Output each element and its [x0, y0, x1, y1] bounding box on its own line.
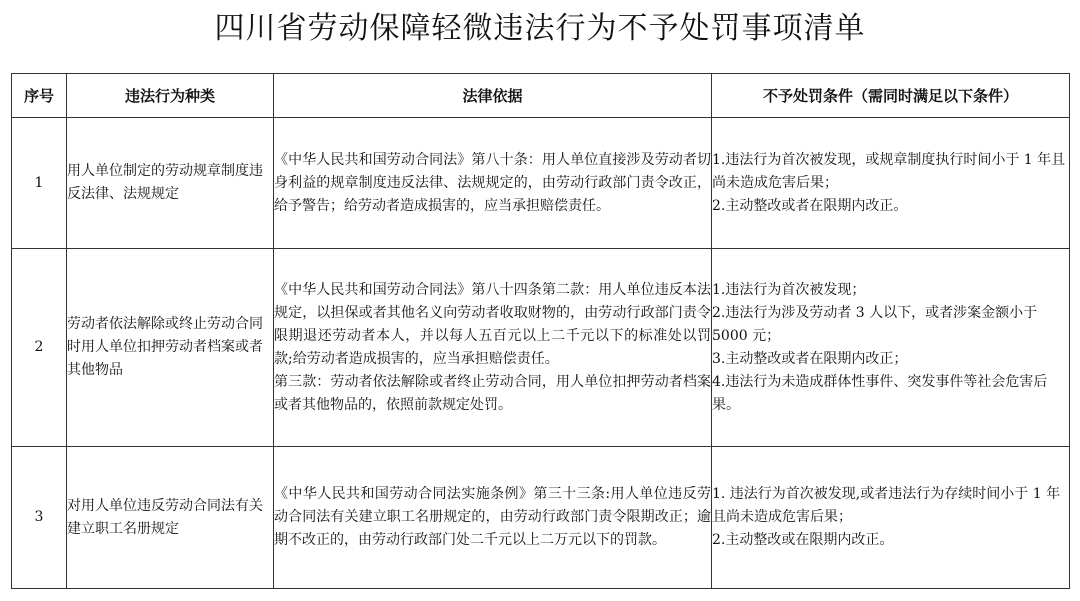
header-violation-type: 违法行为种类: [67, 74, 274, 118]
exemption-conditions: [712, 118, 1070, 249]
table-row: [12, 249, 1070, 447]
legal-basis-paragraph: 《中华人民共和国劳动合同法》第八十条：用人单位直接涉及劳动者切身利益的规章制度违反法律、法规规定的，由劳动行政部门责令改正，给予警告；给劳动者造成损害的，应当承担赔偿责任。: [274, 151, 711, 214]
table-row: [12, 118, 1070, 249]
header-legal-basis: 法律依据: [274, 74, 712, 118]
exemption-conditions: [712, 249, 1070, 447]
header-conditions: 不予处罚条件（需同时满足以下条件）: [712, 74, 1070, 118]
condition-item: 2.违法行为涉及劳动者 3 人以下，或者涉案金额小于 5000 元；: [712, 304, 1038, 344]
condition-item: 1.违法行为首次被发现，或规章制度执行时间小于 1 年且尚未造成危害后果；: [712, 151, 1066, 191]
table-row: [12, 447, 1070, 589]
violation-type: 劳动者依法解除或终止劳动合同时用人单位扣押劳动者档案或者其他物品: [67, 249, 274, 447]
legal-basis-paragraph: 《中华人民共和国劳动合同法》第八十四条第二款：用人单位违反本法规定，以担保或者其他名义向劳动者收取财物的，由劳动行政部门责令限期退还劳动者本人，并以每人五百元以上二千元以下的标准处以罚款;给劳动者造成损害的，应当承担赔偿责任。: [274, 281, 711, 367]
condition-item: 1.违法行为首次被发现；: [712, 281, 866, 298]
condition-item: 2.主动整改或在限期内改正。: [712, 532, 894, 548]
legal-basis: [274, 447, 712, 589]
legal-basis: [274, 249, 712, 447]
row-index: 3: [12, 447, 67, 589]
page-title: 四川省劳动保障轻微违法行为不予处罚事项清单: [214, 11, 866, 46]
condition-item: 2.主动整改或者在限期内改正。: [712, 197, 908, 214]
legal-basis-paragraph: 《中华人民共和国劳动合同法实施条例》第三十三条:用人单位违反劳动合同法有关建立职工名册规定的，由劳动行政部门责令限期改正；逾期不改正的，由劳动行政部门处二千元以上二万元以下的罚款。: [274, 486, 711, 548]
row-index: 2: [12, 249, 67, 447]
violation-type: 用人单位制定的劳动规章制度违反法律、法规规定: [67, 118, 274, 249]
table-header-row: [12, 74, 1070, 118]
condition-item: 1. 违法行为首次被发现,或者违法行为存续时间小于 1 年且尚未造成危害后果；: [712, 486, 1061, 525]
penalty-exemption-table: [11, 73, 1070, 589]
header-index: 序号: [12, 74, 67, 118]
condition-item: 4.违法行为未造成群体性事件、突发事件等社会危害后果。: [712, 373, 1048, 413]
legal-basis-paragraph: 第三款：劳动者依法解除或者终止劳动合同，用人单位扣押劳动者档案或者其他物品的，依照前款规定处罚。: [274, 373, 711, 413]
exemption-conditions: [712, 447, 1070, 589]
violation-type: 对用人单位违反劳动合同法有关建立职工名册规定: [67, 447, 274, 589]
row-index: 1: [12, 118, 67, 249]
legal-basis: [274, 118, 712, 249]
condition-item: 3.主动整改或者在限期内改正；: [712, 350, 908, 367]
